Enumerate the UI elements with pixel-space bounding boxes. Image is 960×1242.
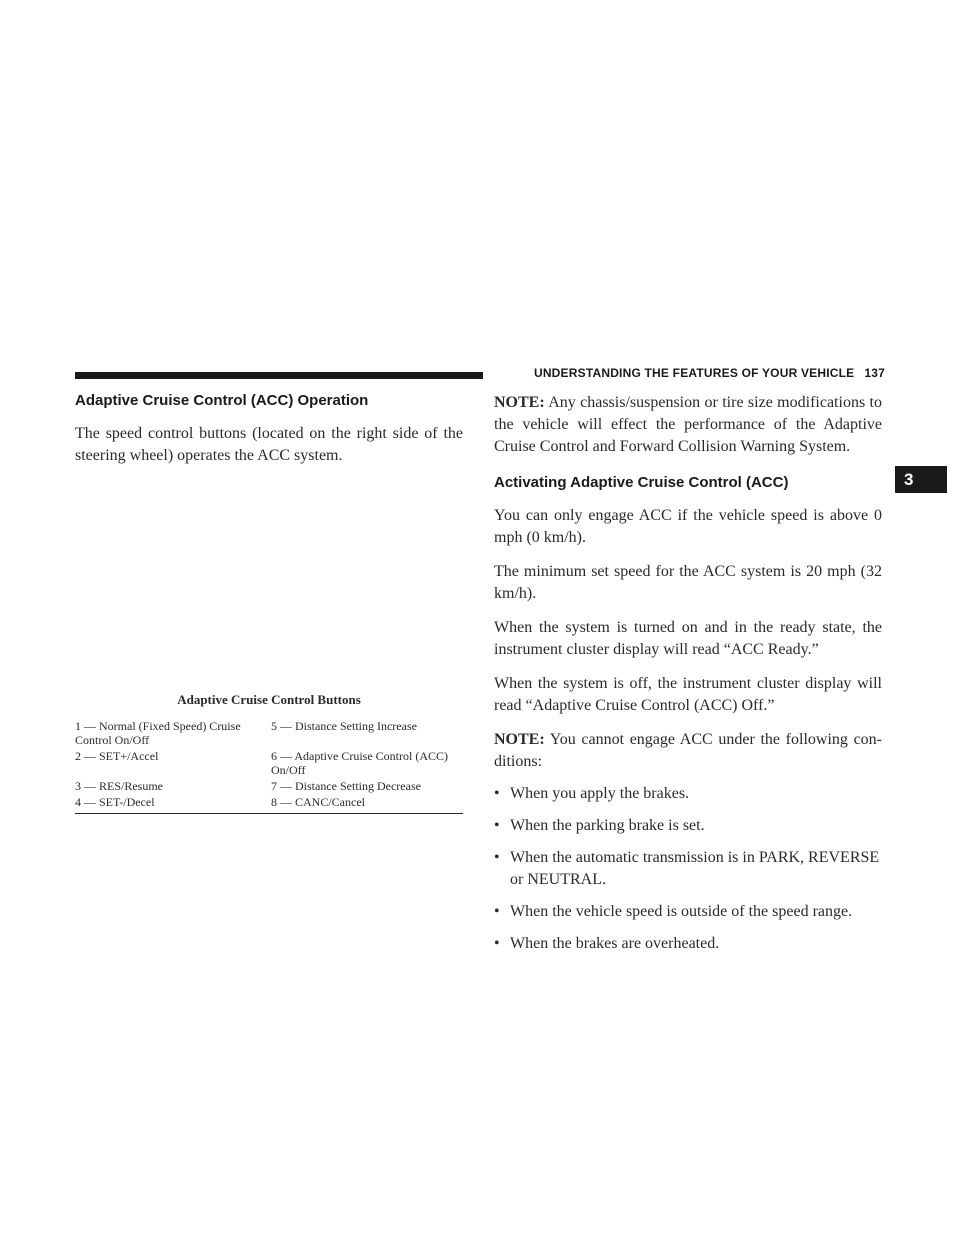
paragraph-minimum-speed: The minimum set speed for the ACC system is 20 mph (32 km/h). [494, 563, 882, 602]
acc-operation-intro: The speed control buttons (located on the right side of the steering wheel) operates the ACC system. [75, 425, 463, 464]
note-text: Any chassis/suspension or tire size modifications to the vehicle will effect the performance of the Adaptive Cruise Control and Forward Collision Warning System. [494, 394, 882, 455]
list-item: • When the automatic transmission is in PARK, REVERSE or NEUTRAL. [494, 847, 882, 891]
legend-item: 3 — RES/Resume [75, 779, 164, 793]
chapter-tab[interactable]: 3 [895, 466, 947, 493]
legend-item: 2 — SET+/Accel [75, 749, 159, 763]
header-rule [75, 372, 483, 379]
figure-placeholder [75, 467, 463, 689]
left-column [75, 392, 463, 814]
legend-row [75, 719, 463, 749]
legend-item: 5 — Distance Setting Increase [271, 719, 417, 733]
conditions-list [494, 783, 882, 955]
paragraph-acc-ready: When the system is turned on and in the ready state, the instrument cluster display will read “ACC Ready.” [494, 619, 882, 658]
note-label: NOTE: [494, 731, 545, 748]
figure-caption-title: Adaptive Cruise Control Buttons [177, 692, 361, 707]
list-item: • When the vehicle speed is outside of the speed range. [494, 901, 882, 923]
legend-item: 6 — Adaptive Cruise Control (ACC) On/Off [271, 749, 448, 777]
note-text: You cannot engage ACC under the following con- ditions: [494, 731, 882, 770]
section-title: UNDERSTANDING THE FEATURES OF YOUR VEHICLE [533, 366, 855, 380]
note-label: NOTE: [494, 394, 545, 411]
note-conditions [494, 729, 882, 773]
page-number: 137 [864, 366, 885, 380]
legend-row [75, 795, 463, 811]
running-header [490, 366, 885, 380]
list-item: • When the brakes are overheated. [494, 933, 882, 955]
legend-item: 4 — SET-/Decel [75, 795, 155, 809]
button-legend [75, 719, 463, 811]
acc-operation-heading: Adaptive Cruise Control (ACC) Operation [75, 392, 369, 409]
activating-acc-heading: Activating Adaptive Cruise Control (ACC) [494, 474, 789, 491]
list-item: • When the parking brake is set. [494, 815, 882, 837]
paragraph-speed-above: You can only engage ACC if the vehicle speed is above 0 mph (0 km/h). [494, 507, 882, 546]
legend-row [75, 749, 463, 779]
right-column [494, 392, 882, 965]
legend-rule [75, 813, 463, 814]
list-item: • When you apply the brakes. [494, 783, 882, 805]
legend-item: 7 — Distance Setting Decrease [271, 779, 421, 793]
paragraph-acc-off: When the system is off, the instrument cluster display will read “Adaptive Cruise Control (ACC) Off.” [494, 675, 882, 714]
legend-row [75, 779, 463, 795]
legend-item: 1 — Normal (Fixed Speed) Cruise Control On/Off [75, 719, 241, 747]
note-modifications [494, 392, 882, 458]
legend-item: 8 — CANC/Cancel [271, 795, 365, 809]
